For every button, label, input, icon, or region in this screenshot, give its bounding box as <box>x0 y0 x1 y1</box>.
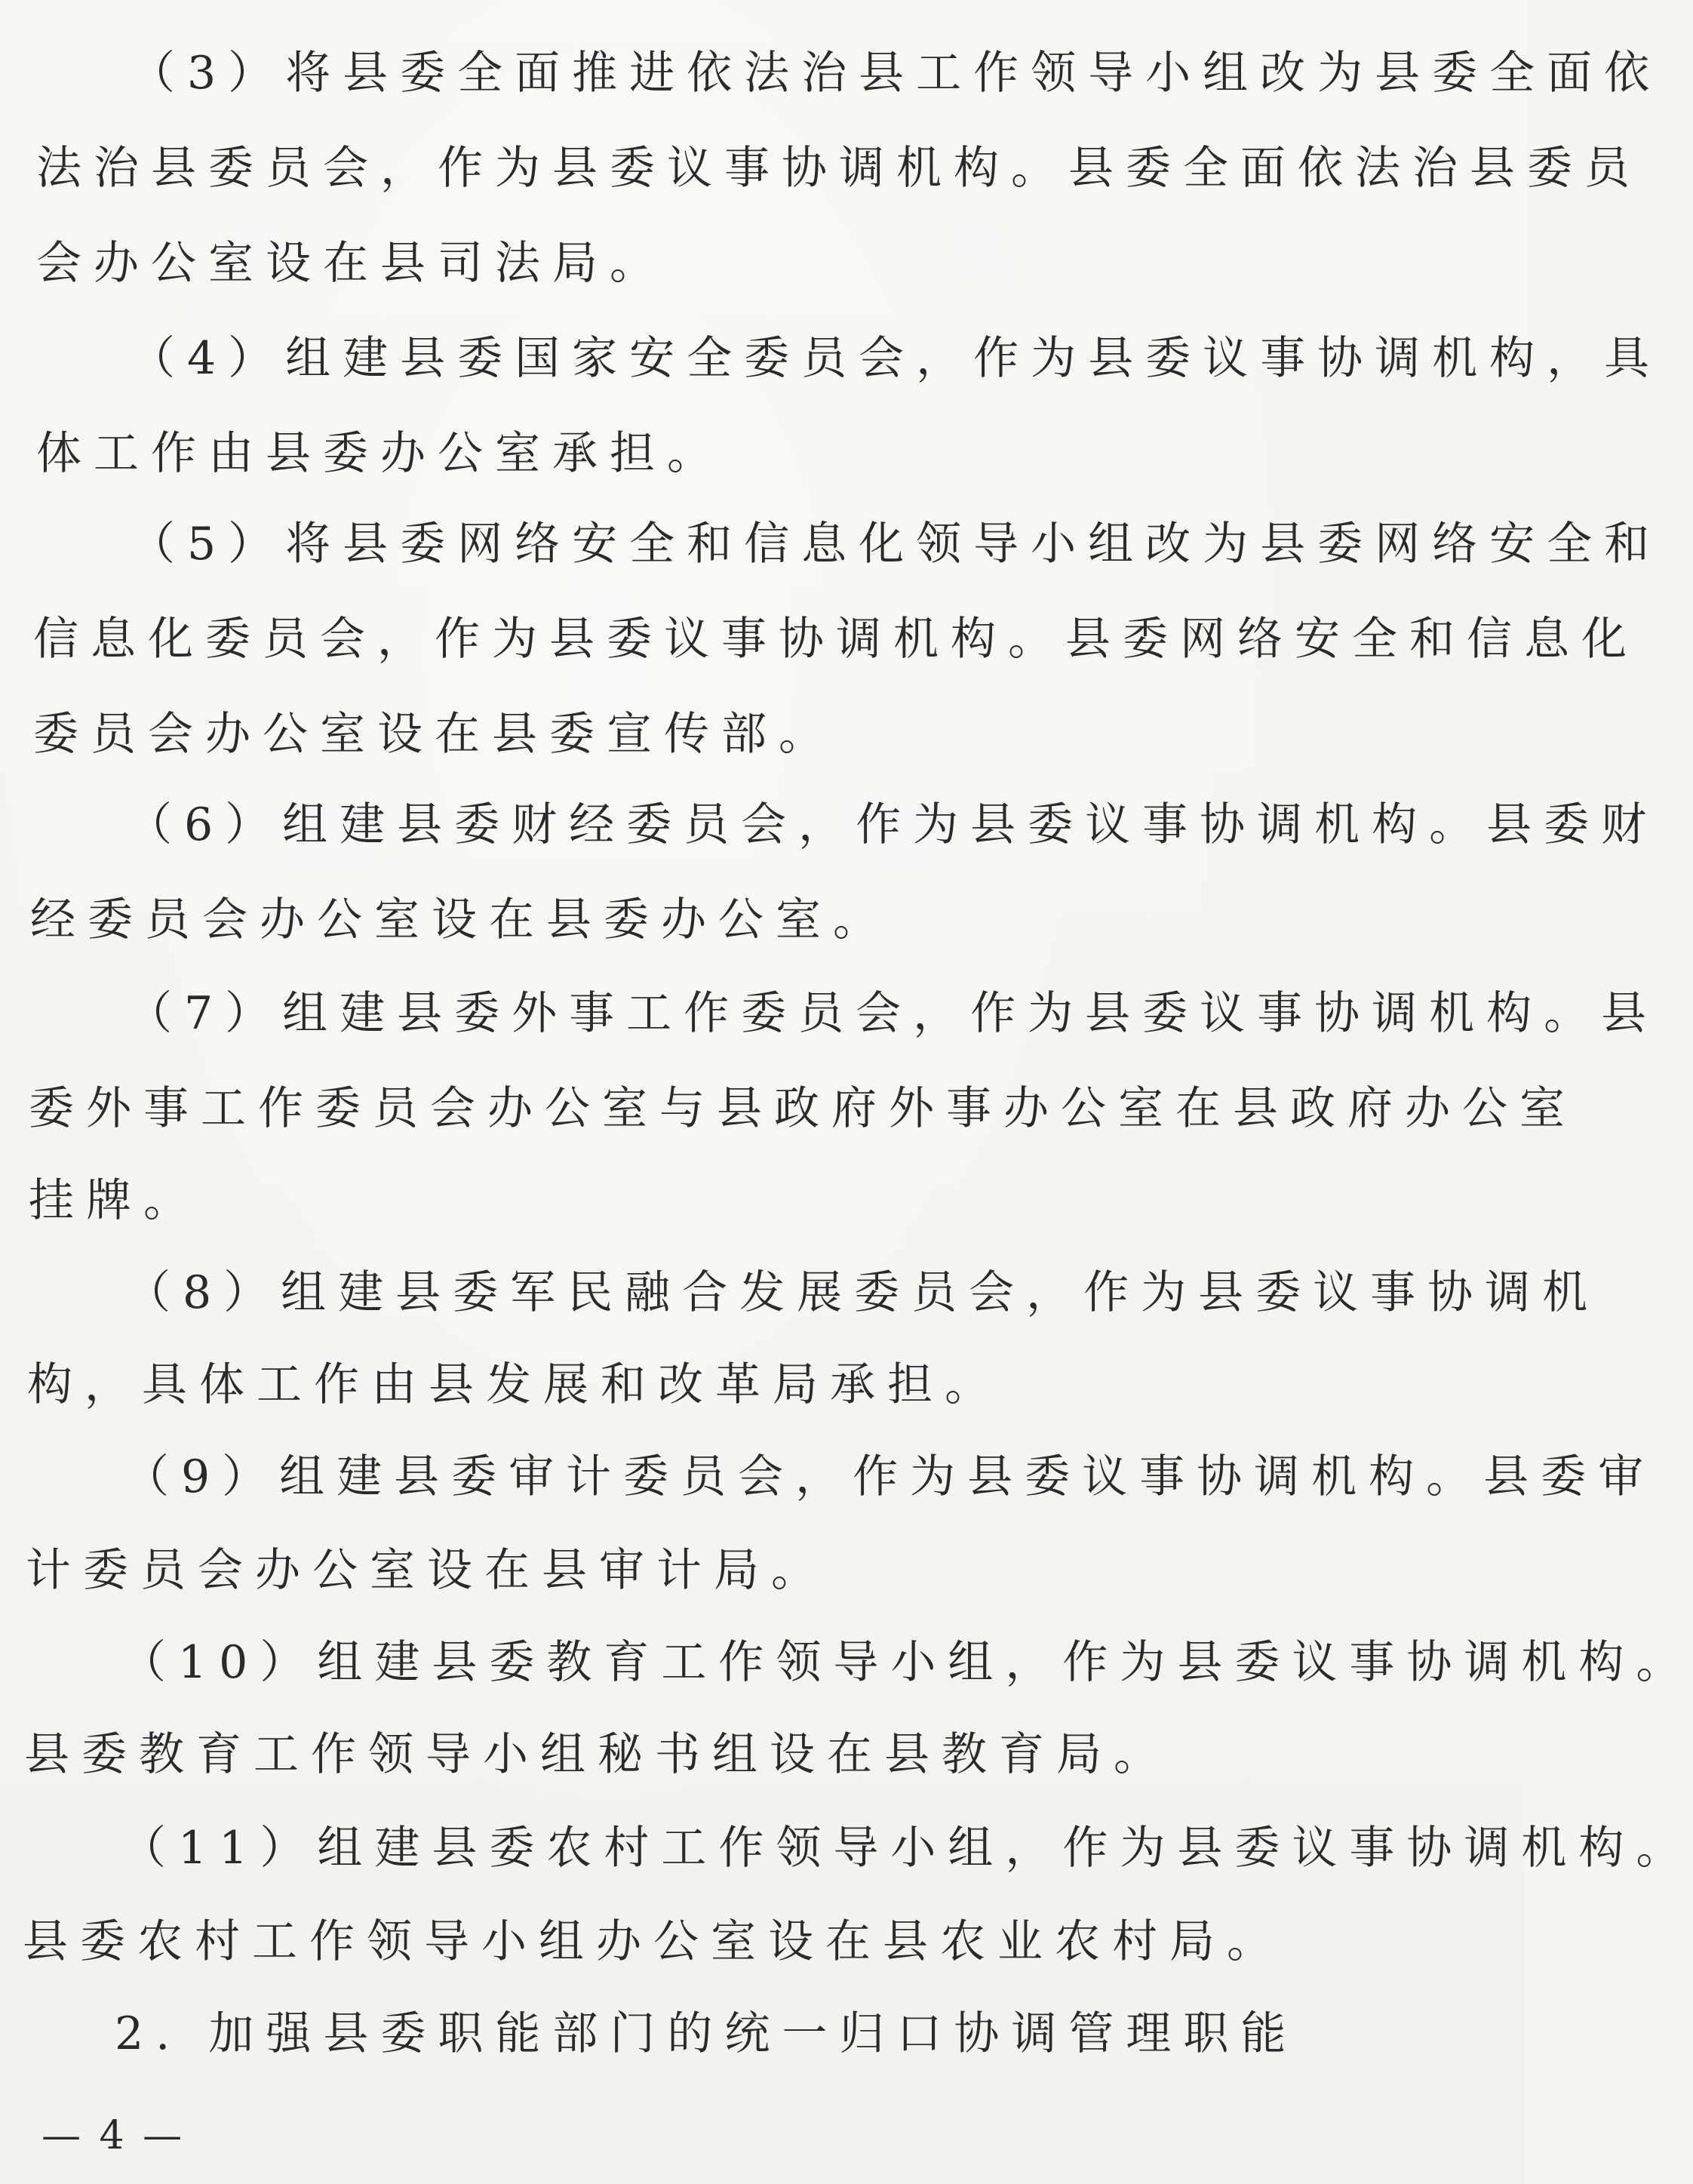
paragraph-4-line-1: （4）组建县委国家安全委员会，作为县委议事协调机构，具 <box>130 332 1662 385</box>
paragraph-6-line-1: （6）组建县委财经委员会，作为县委议事协调机构。县委财 <box>127 798 1659 851</box>
paragraph-8-line-1: （8）组建县委军民融合发展委员会，作为县委议事协调机 <box>125 1266 1600 1319</box>
paragraph-9-line-2: 计委员会办公室设在县审计局。 <box>26 1544 828 1597</box>
paragraph-3-line-1: （3）将县委全面推进依法治县工作领导小组改为县委全面依 <box>130 47 1662 100</box>
paragraph-3-line-2: 法治县委员会，作为县委议事协调机构。县委全面依法治县委员 <box>36 142 1642 195</box>
paragraph-5-line-3: 委员会办公室设在县委宣传部。 <box>33 708 836 761</box>
section-heading-2: 2. 加强县委职能部门的统一归口协调管理职能 <box>115 2007 1298 2060</box>
paragraph-10-line-1: （10）组建县委教育工作领导小组，作为县委议事协调机构。 <box>121 1636 1693 1689</box>
paragraph-10-line-2: 县委教育工作领导小组秘书组设在县教育局。 <box>24 1728 1171 1781</box>
paragraph-6-line-2: 经委员会办公室设在县委办公室。 <box>30 894 890 946</box>
paragraph-7-line-1: （7）组建县委外事工作委员会，作为县委议事协调机构。县 <box>127 987 1659 1040</box>
paragraph-11-line-1: （11）组建县委农村工作领导小组，作为县委议事协调机构。 <box>121 1822 1693 1875</box>
paragraph-8-line-2: 构，具体工作由县发展和改革局承担。 <box>27 1358 1002 1411</box>
paragraph-5-line-1: （5）将县委网络安全和信息化领导小组改为县委网络安全和 <box>130 518 1662 571</box>
paragraph-7-line-3: 挂牌。 <box>29 1174 201 1227</box>
paragraph-9-line-1: （9）组建县委审计委员会，作为县委议事协调机构。县委审 <box>124 1450 1656 1503</box>
paragraph-5-line-2: 信息化委员会，作为县委议事协调机构。县委网络安全和信息化 <box>33 613 1639 666</box>
page-number: — 4 — <box>41 2113 186 2158</box>
paragraph-11-line-2: 县委农村工作领导小组办公室设在县农业农村局。 <box>23 1915 1284 1968</box>
paragraph-3-line-3: 会办公室设在县司法局。 <box>36 237 667 290</box>
paragraph-7-line-2: 委外事工作委员会办公室与县政府外事办公室在县政府办公室 <box>29 1082 1577 1135</box>
paragraph-4-line-2: 体工作由县委办公室承担。 <box>36 427 724 480</box>
